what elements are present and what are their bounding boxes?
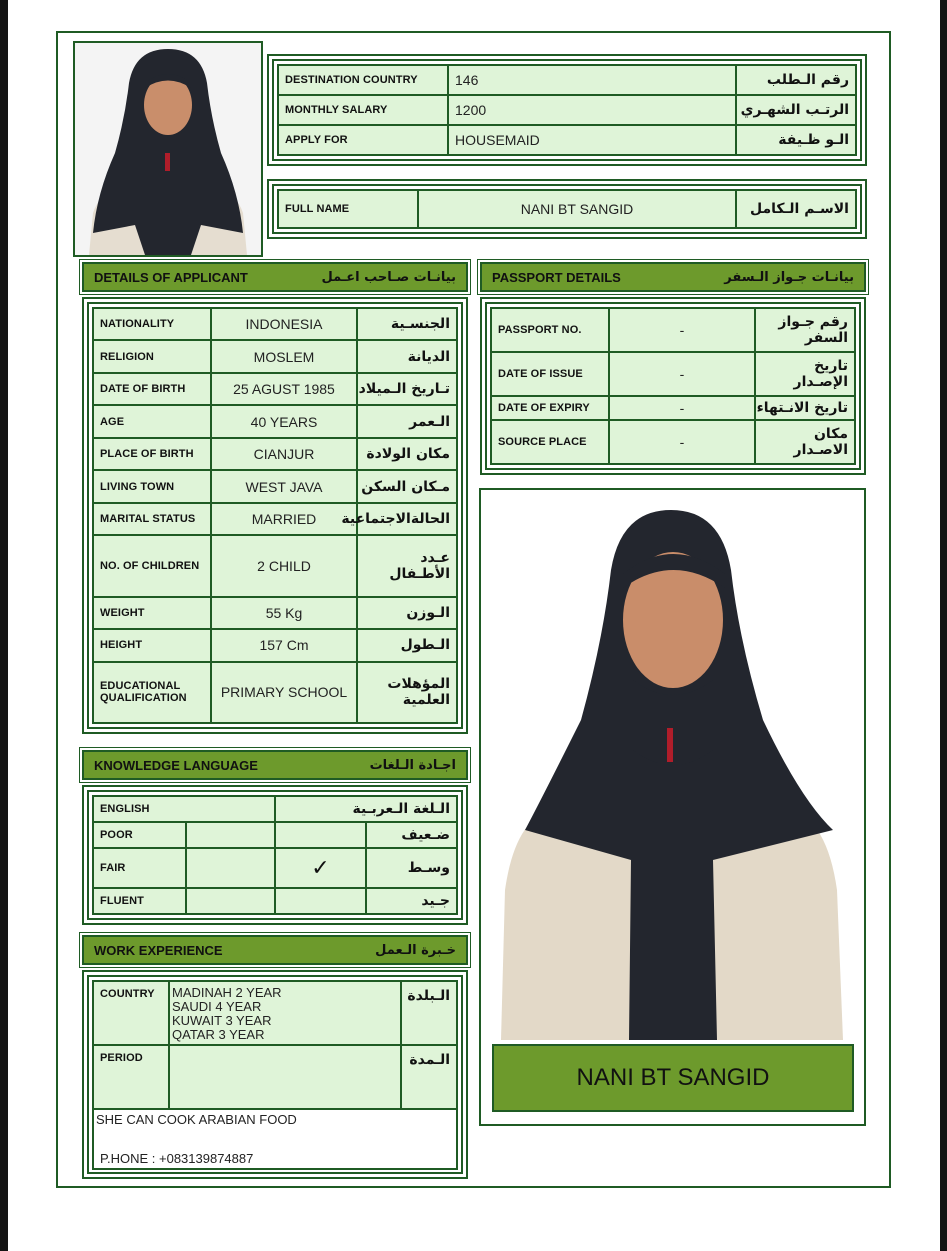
work-note: SHE CAN COOK ARABIAN FOOD xyxy=(96,1112,297,1127)
passport-label-ar: تاريخ الإصـدار xyxy=(755,352,855,396)
applicant-label: EDUCATIONAL QUALIFICATION xyxy=(93,662,211,723)
applicant-value: 157 Cm xyxy=(211,629,357,661)
country-line: MADINAH 2 YEAR xyxy=(172,985,282,1000)
applicant-row xyxy=(93,438,457,470)
screen-edge-right xyxy=(940,0,947,1251)
applicant-label: WEIGHT xyxy=(93,597,211,629)
english-level-cell xyxy=(186,848,275,887)
applicant-label: LIVING TOWN xyxy=(93,470,211,502)
passport-value: - xyxy=(609,420,755,464)
applicant-details-table xyxy=(82,297,468,734)
applicant-photo-large xyxy=(479,488,866,1126)
notes-cell xyxy=(93,1109,457,1169)
language-header-row xyxy=(93,796,457,822)
passport-label: DATE OF EXPIRY xyxy=(491,396,609,419)
header-label-ar: الـو ظـيفة xyxy=(736,125,856,155)
passport-label-ar: مكان الاصـدار xyxy=(755,420,855,464)
passport-details-table xyxy=(480,297,866,475)
arabic-level-cell xyxy=(275,822,366,848)
full-name-label: FULL NAME xyxy=(278,190,418,228)
applicant-value: 25 AGUST 1985 xyxy=(211,373,357,405)
applicant-row xyxy=(93,535,457,596)
passport-section-header xyxy=(480,262,866,292)
period-label: PERIOD xyxy=(93,1045,169,1109)
applicant-label-ar: تـاريخ الـميلاد xyxy=(357,373,457,405)
work-title-ar: خـبرة الـعمل xyxy=(375,942,456,958)
header-row xyxy=(278,65,856,95)
english-label: ENGLISH xyxy=(93,796,275,822)
applicant-label-ar: الـعمر xyxy=(357,405,457,437)
applicant-row xyxy=(93,405,457,437)
applicant-row xyxy=(93,340,457,372)
language-title-ar: اجـادة الـلغات xyxy=(369,757,456,773)
applicant-label-ar: الجنسـية xyxy=(357,308,457,340)
header-info-table xyxy=(267,54,867,166)
full-name-table xyxy=(267,179,867,239)
cv-sheet xyxy=(56,31,891,1188)
passport-title-ar: بيانـات جـواز الـسفر xyxy=(724,269,854,285)
language-level-row xyxy=(93,848,457,887)
applicant-row xyxy=(93,470,457,502)
country-line: SAUDI 4 YEAR xyxy=(172,999,262,1014)
header-label: DESTINATION COUNTRY xyxy=(278,65,448,95)
country-list xyxy=(169,981,401,1045)
applicant-label: PLACE OF BIRTH xyxy=(93,438,211,470)
header-label: APPLY FOR xyxy=(278,125,448,155)
header-row xyxy=(278,95,856,125)
passport-value: - xyxy=(609,352,755,396)
level-label: FLUENT xyxy=(93,888,186,914)
language-table xyxy=(82,785,468,925)
period-row xyxy=(93,1045,457,1109)
header-label: MONTHLY SALARY xyxy=(278,95,448,125)
arabic-level-cell xyxy=(275,888,366,914)
name-banner: NANI BT SANGID xyxy=(492,1044,854,1112)
applicant-value: 55 Kg xyxy=(211,597,357,629)
checkmark-icon: ✓ xyxy=(311,855,330,881)
applicant-label: AGE xyxy=(93,405,211,437)
passport-row xyxy=(491,396,855,419)
level-label-ar: جـيد xyxy=(366,888,457,914)
applicant-label: MARITAL STATUS xyxy=(93,503,211,535)
applicant-section-header xyxy=(82,262,468,292)
applicant-label-ar: المؤهلات العلمية xyxy=(357,662,457,723)
notes-row xyxy=(93,1109,457,1169)
applicant-value: 40 YEARS xyxy=(211,405,357,437)
screen-edge-left xyxy=(0,0,8,1251)
level-label: POOR xyxy=(93,822,186,848)
person-photo-icon xyxy=(75,43,261,255)
passport-label-ar: تاريخ الانـتهاء xyxy=(755,396,855,419)
applicant-photo-small xyxy=(73,41,263,257)
work-section-header xyxy=(82,935,468,965)
language-title: KNOWLEDGE LANGUAGE xyxy=(94,757,258,773)
applicant-row xyxy=(93,629,457,661)
applicant-value: CIANJUR xyxy=(211,438,357,470)
applicant-label-ar: الـطول xyxy=(357,629,457,661)
applicant-label: NATIONALITY xyxy=(93,308,211,340)
passport-label: SOURCE PLACE xyxy=(491,420,609,464)
passport-label: PASSPORT NO. xyxy=(491,308,609,352)
passport-row xyxy=(491,420,855,464)
applicant-title: DETAILS OF APPLICANT xyxy=(94,269,248,285)
applicant-label-ar: عـدد الأطـفال xyxy=(357,535,457,596)
applicant-title-ar: بيانـات صـاحب اعـمل xyxy=(321,269,456,285)
period-label-ar: الـمدة xyxy=(401,1045,457,1109)
passport-label: DATE OF ISSUE xyxy=(491,352,609,396)
full-name-row xyxy=(278,190,856,228)
applicant-value: PRIMARY SCHOOL xyxy=(211,662,357,723)
passport-value: - xyxy=(609,308,755,352)
country-line: KUWAIT 3 YEAR xyxy=(172,1013,272,1028)
header-label-ar: الرتـب الشهـري xyxy=(736,95,856,125)
country-label-ar: الـبلدة xyxy=(401,981,457,1045)
passport-row xyxy=(491,352,855,396)
applicant-label-ar: الـوزن xyxy=(357,597,457,629)
phone-number: P.HONE : +083139874887 xyxy=(100,1151,254,1166)
header-value: 146 xyxy=(448,65,736,95)
passport-label-ar: رقم جـواز السفر xyxy=(755,308,855,352)
applicant-row xyxy=(93,597,457,629)
english-level-cell xyxy=(186,822,275,848)
applicant-row xyxy=(93,373,457,405)
language-level-row xyxy=(93,888,457,914)
applicant-row xyxy=(93,308,457,340)
language-section-header xyxy=(82,750,468,780)
applicant-label-ar: الديانة xyxy=(357,340,457,372)
level-label-ar: وسـط xyxy=(366,848,457,887)
applicant-value: MOSLEM xyxy=(211,340,357,372)
person-photo-icon xyxy=(481,490,864,1040)
applicant-value: WEST JAVA xyxy=(211,470,357,502)
header-value: HOUSEMAID xyxy=(448,125,736,155)
country-line: QATAR 3 YEAR xyxy=(172,1027,265,1042)
applicant-label-ar: مـكان السكن xyxy=(357,470,457,502)
applicant-value: INDONESIA xyxy=(211,308,357,340)
applicant-value: MARRIED xyxy=(211,503,357,535)
header-row xyxy=(278,125,856,155)
full-name-label-ar: الاسـم الـكامل xyxy=(736,190,856,228)
applicant-label: NO. OF CHILDREN xyxy=(93,535,211,596)
work-experience-table xyxy=(82,970,468,1179)
applicant-label-ar: الحالةالاجتماعية xyxy=(357,503,457,535)
passport-title: PASSPORT DETAILS xyxy=(492,269,621,285)
passport-value: - xyxy=(609,396,755,419)
passport-row xyxy=(491,308,855,352)
period-value xyxy=(169,1045,401,1109)
arabic-label: الـلغة الـعربـية xyxy=(275,796,457,822)
header-value: 1200 xyxy=(448,95,736,125)
applicant-row xyxy=(93,503,457,535)
level-label: FAIR xyxy=(93,848,186,887)
language-level-row xyxy=(93,822,457,848)
applicant-label: HEIGHT xyxy=(93,629,211,661)
applicant-value: 2 CHILD xyxy=(211,535,357,596)
full-name-value: NANI BT SANGID xyxy=(418,190,736,228)
work-title: WORK EXPERIENCE xyxy=(94,942,223,958)
level-label-ar: ضـعيف xyxy=(366,822,457,848)
english-level-cell xyxy=(186,888,275,914)
applicant-row xyxy=(93,662,457,723)
country-label: COUNTRY xyxy=(93,981,169,1045)
applicant-label-ar: مكان الولادة xyxy=(357,438,457,470)
applicant-label: DATE OF BIRTH xyxy=(93,373,211,405)
country-row xyxy=(93,981,457,1045)
header-label-ar: رقم الـطلب xyxy=(736,65,856,95)
arabic-level-cell xyxy=(275,848,366,887)
applicant-label: RELIGION xyxy=(93,340,211,372)
